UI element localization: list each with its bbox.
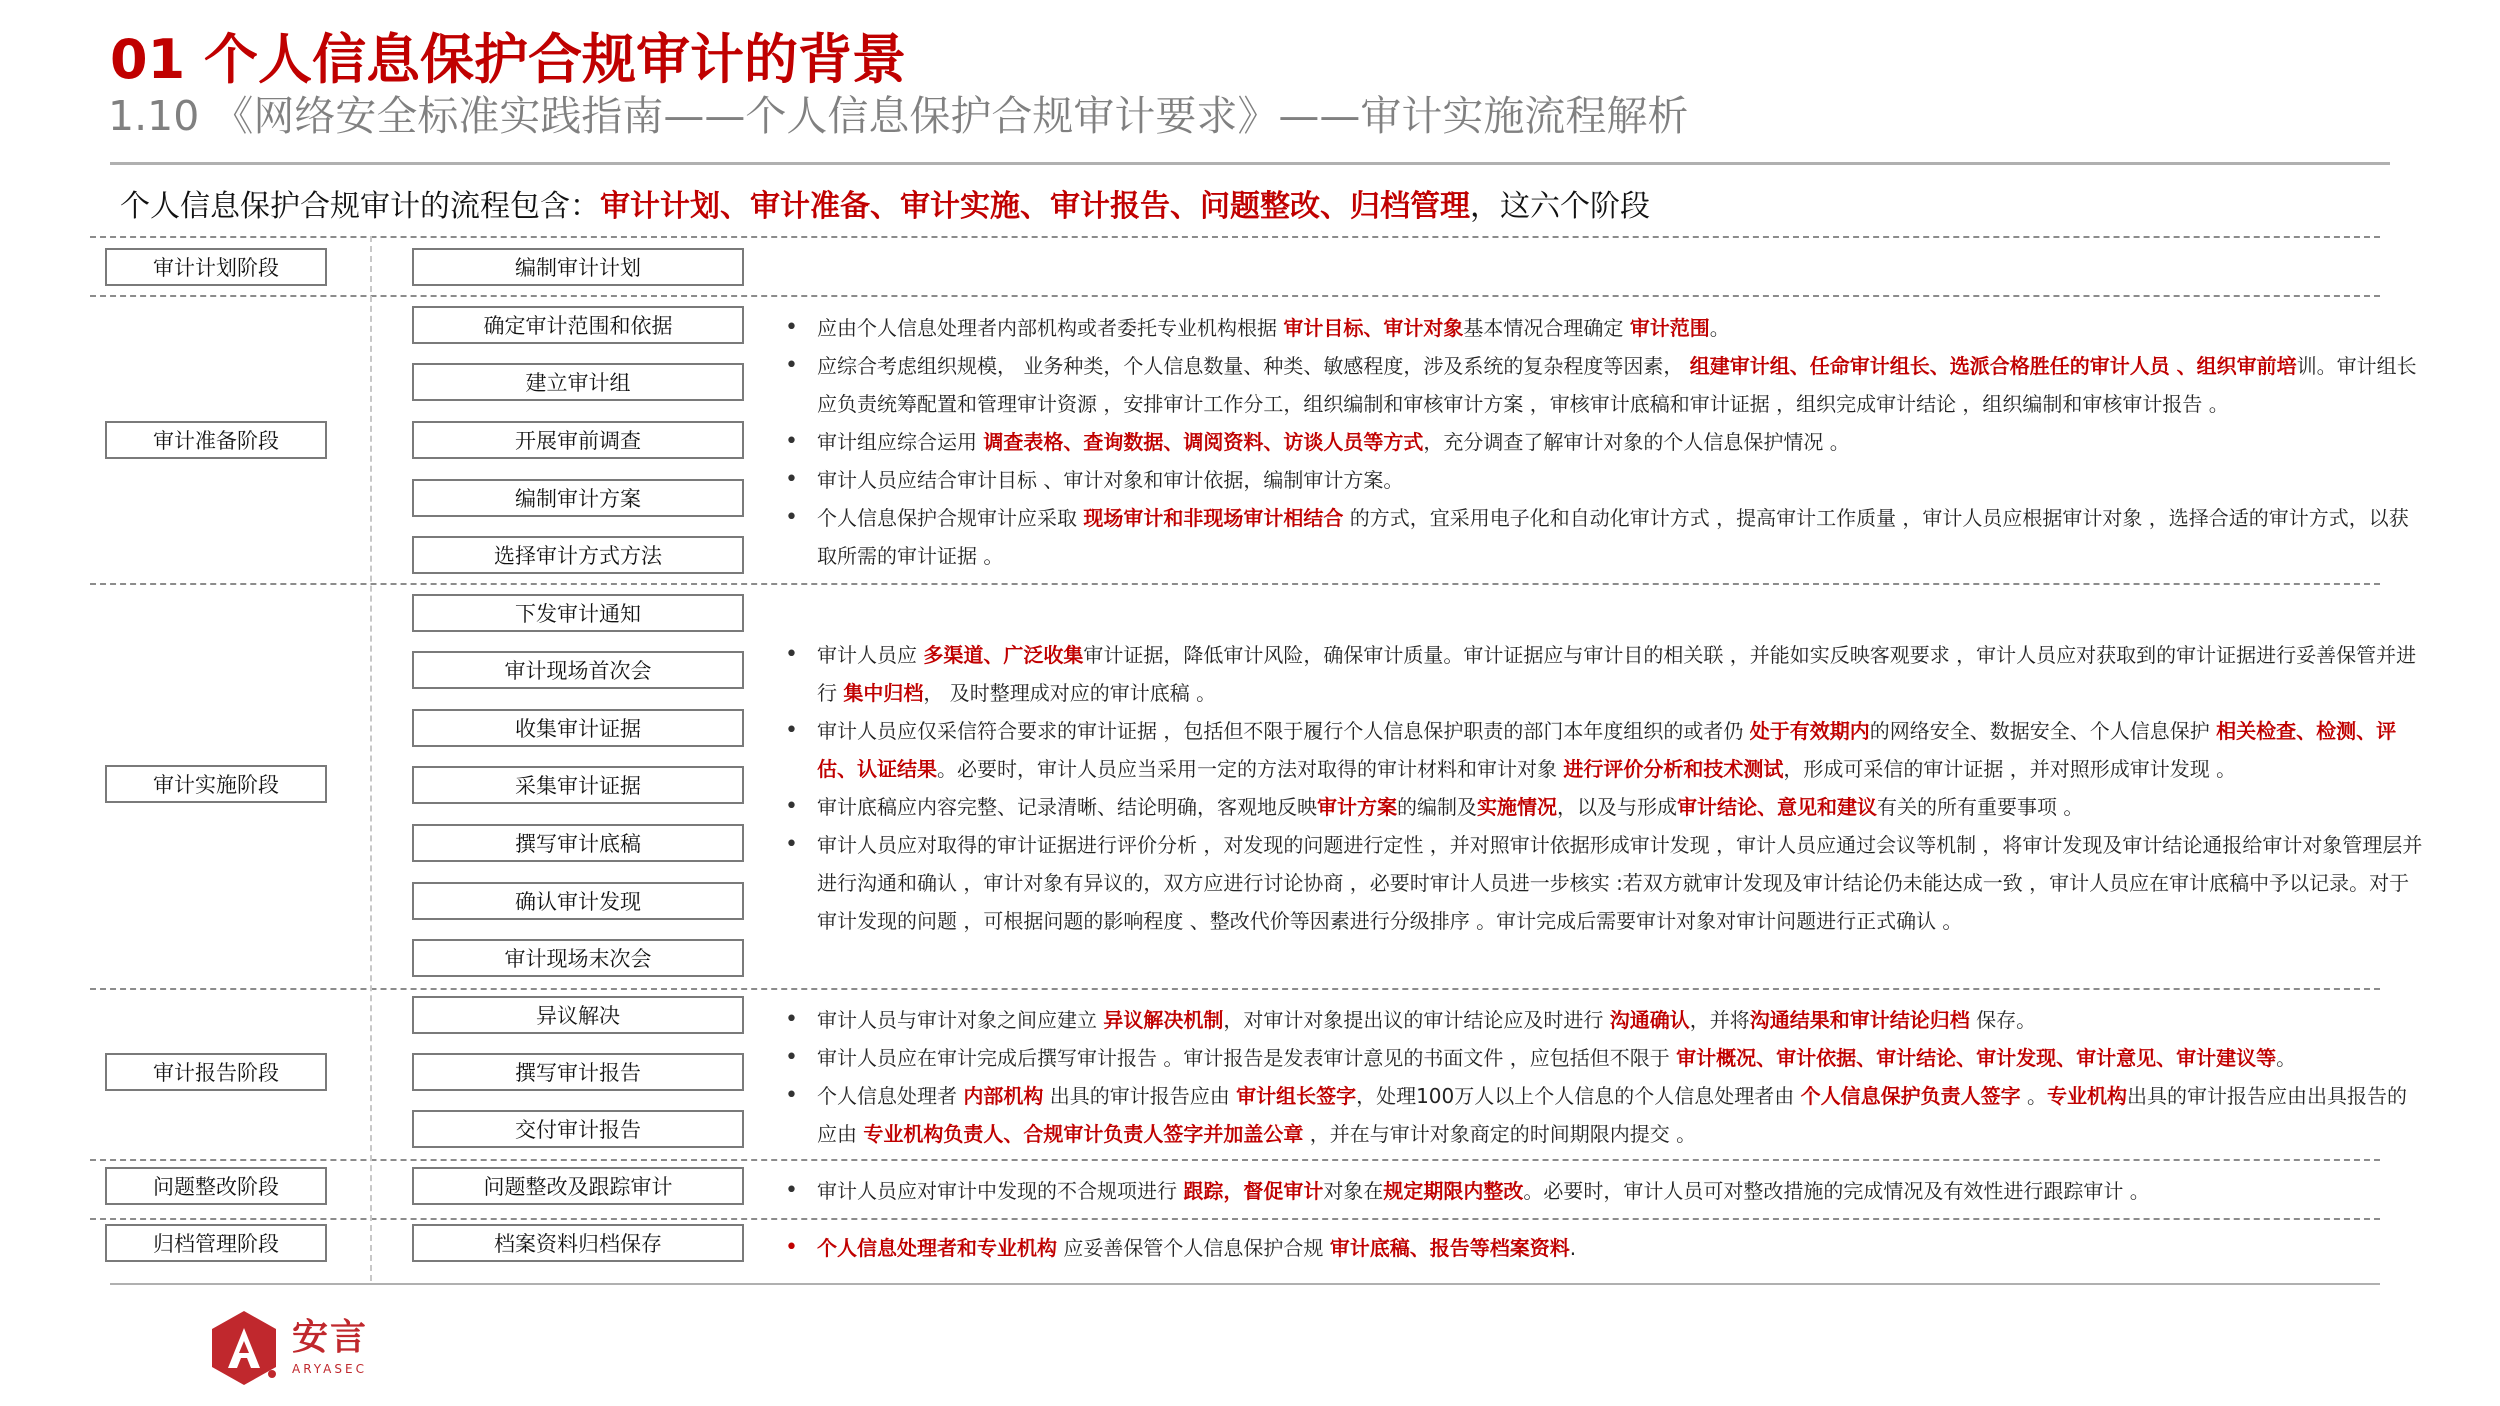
step-box: 审计现场首次会 [412, 651, 744, 689]
body-text: 审计人员应在审计完成后撰写审计报告 。审计报告是发表审计意见的书面文件 ，应包括但不限于 [817, 1046, 1677, 1070]
highlight-text: 组建审计组、任命审计组长、选派合格胜任的审计人员 、组织审前培 [1689, 354, 2297, 378]
rectify-description-list [785, 1172, 2425, 1210]
footer-divider [110, 1283, 2380, 1285]
stage-report: 审计报告阶段 [105, 1053, 327, 1091]
description-item [785, 788, 2425, 826]
body-text: 审计人员应结合审计目标 、审计对象和审计依据，编制审计方案。 [817, 468, 1404, 492]
body-text: 出具的审计报告应由出具报告的应由 [817, 1084, 2407, 1146]
step-box: 编制审计方案 [412, 479, 744, 517]
body-text: 应由个人信息处理者内部机构或者委托专业机构根据 [817, 316, 1284, 340]
body-text: 。必要时，审计人员可对整改措施的完成情况及有效性进行跟踪审计 。 [1523, 1179, 2150, 1203]
brand-logo [204, 1308, 368, 1388]
step-box: 选择审计方式方法 [412, 536, 744, 574]
step-box: 审计现场末次会 [412, 939, 744, 977]
stage-prep: 审计准备阶段 [105, 421, 327, 459]
step-box: 异议解决 [412, 996, 744, 1034]
brand-name-cn: 安言 [292, 1317, 369, 1358]
report-description-list [785, 1001, 2425, 1153]
body-text: 基本情况合理确定 [1463, 316, 1630, 340]
page-subtitle: 1.10 《网络安全标准实践指南——个人信息保护合规审计要求》——审计实施流程解析 [108, 92, 1689, 140]
body-text: 个人信息处理者 [817, 1084, 964, 1108]
body-text: 对象在 [1323, 1179, 1384, 1203]
highlight-text: 专业机构 [2046, 1084, 2127, 1108]
section-separator [90, 1159, 2380, 1161]
step-box: 采集审计证据 [412, 766, 744, 804]
highlight-text: 内部机构 [963, 1084, 1044, 1108]
step-box: 问题整改及跟踪审计 [412, 1167, 744, 1205]
body-text: 的网络安全、数据安全、个人信息保护 [1869, 719, 2217, 743]
description-item [785, 1229, 2425, 1267]
stage-rectify: 问题整改阶段 [105, 1167, 327, 1205]
body-text: 保存。 [1969, 1008, 2037, 1032]
highlight-text: 审计方案 [1317, 795, 1397, 819]
description-item [785, 423, 2425, 461]
highlight-text: 审计范围 [1629, 316, 1710, 340]
highlight-text: 跟踪，督促审计 [1183, 1179, 1324, 1203]
highlight-text: 多渠道、广泛收集 [923, 643, 1084, 667]
brand-name-en: ARYASEC [292, 1362, 367, 1376]
body-text: 审计组应综合运用 [817, 430, 984, 454]
body-text: 。 [2276, 1046, 2297, 1070]
description-item [785, 309, 2425, 347]
step-box: 档案资料归档保存 [412, 1224, 744, 1262]
archive-description-list [785, 1229, 2425, 1267]
body-text: 。 [2020, 1084, 2047, 1108]
highlight-text: 调查表格、查询数据、调阅资料、访谈人员等方式 [983, 430, 1424, 454]
step-box: 确认审计发现 [412, 882, 744, 920]
highlight-text: 审计概况、审计依据、审计结论、审计发现、审计意见、审计建议等 [1676, 1046, 2277, 1070]
body-text: 出具的审计报告应由 [1043, 1084, 1237, 1108]
aryasec-hexagon-logo-icon [204, 1308, 284, 1388]
description-item [785, 1172, 2425, 1210]
body-text: . [1569, 1236, 1577, 1260]
highlight-text: 个人信息处理者和专业机构 [817, 1236, 1057, 1260]
intro-highlight: 审计计划、审计准备、审计实施、审计报告、问题整改、归档管理 [600, 189, 1470, 224]
description-item [785, 499, 2425, 575]
description-item [785, 826, 2425, 940]
description-item [785, 712, 2425, 788]
body-text: ， 及时整理成对应的审计底稿 。 [923, 681, 1217, 705]
section-separator [90, 583, 2380, 585]
page-title: 01 个人信息保护合规审计的背景 [110, 28, 906, 91]
body-text: 有关的所有重要事项 。 [1877, 795, 2084, 819]
stage-archive: 归档管理阶段 [105, 1224, 327, 1262]
description-item [785, 636, 2425, 712]
body-text: 训。审计组长应负责统筹配置和管理审计资源 ，安排审计工作分工，组织编制和审核审计方案 ，审核审计底稿和审计证据 ，组织完成审计结论 ，组织编制和审核审计报告 。 [817, 354, 2417, 416]
highlight-text: 沟通确认 [1609, 1008, 1690, 1032]
body-text: 审计人员应仅采信符合要求的审计证据 ，包括但不限于履行个人信息保护职责的部门本年度组织的或者仍 [817, 719, 1750, 743]
description-item [785, 1077, 2425, 1153]
title-divider [110, 162, 2390, 165]
step-box: 交付审计报告 [412, 1110, 744, 1148]
stage-plan: 审计计划阶段 [105, 248, 327, 286]
intro-sentence [120, 187, 1650, 226]
highlight-text: 处于有效期内 [1749, 719, 1870, 743]
highlight-text: 规定期限内整改 [1383, 1179, 1524, 1203]
intro-prefix: 个人信息保护合规审计的流程包含： [120, 189, 600, 224]
step-box: 确定审计范围和依据 [412, 306, 744, 344]
impl-description-list [785, 636, 2425, 940]
section-separator [90, 988, 2380, 990]
body-text: ，并在与审计对象商定的时间期限内提交 。 [1303, 1122, 1697, 1146]
body-text: ，并将 [1689, 1008, 1750, 1032]
body-text: 审计人员应对审计中发现的不合规项进行 [817, 1179, 1184, 1203]
body-text: ，充分调查了解审计对象的个人信息保护情况 。 [1423, 430, 1850, 454]
highlight-text: 个人信息保护负责人签字 [1800, 1084, 2021, 1108]
body-text: ，对审计对象提出议的审计结论应及时进行 [1223, 1008, 1610, 1032]
body-text: 审计人员应对取得的审计证据进行评价分析 ，对发现的问题进行定性 ，并对照审计依据形成审计发现 ，审计人员应通过会议等机制 ，将审计发现及审计结论通报给审计对象管理层并进行沟通和确认 ，审计对象有异议的，双方应进行讨论协商 ，必要时审计人员进一步核实 :若双方就审计发现及审计结论仍未能达成一致 ，审计人员应在审计底稿中予以记录。对于审计发现的问题 ，可根据问题的影响程度 、整改代价等因素进行分级排序 。审计完成后需要审计对象对审计问题进行正式确认 。 [817, 833, 2423, 933]
description-item [785, 347, 2425, 423]
highlight-text: 审计组长签字 [1236, 1084, 1357, 1108]
section-separator [90, 295, 2380, 297]
description-item [785, 1001, 2425, 1039]
step-box: 撰写审计报告 [412, 1053, 744, 1091]
step-box: 开展审前调查 [412, 421, 744, 459]
step-box: 收集审计证据 [412, 709, 744, 747]
intro-suffix: ，这六个阶段 [1470, 189, 1650, 224]
body-text: ，以及与形成 [1557, 795, 1677, 819]
body-text: 。必要时，审计人员应当采用一定的方法对取得的审计材料和审计对象 [937, 757, 1564, 781]
step-box: 下发审计通知 [412, 594, 744, 632]
highlight-text: 审计结论、意见和建议 [1677, 795, 1877, 819]
highlight-text: 专业机构负责人、合规审计负责人签字并加盖公章 [863, 1122, 1304, 1146]
description-item [785, 461, 2425, 499]
step-box: 编制审计计划 [412, 248, 744, 286]
body-text: 审计人员应 [817, 643, 924, 667]
body-text: 应综合考虑组织规模， 业务种类，个人信息数量、种类、敏感程度，涉及系统的复杂程度等因素， [817, 354, 1690, 378]
body-text: 个人信息保护合规审计应采取 [817, 506, 1084, 530]
body-text: 的方式，宜采用电子化和自动化审计方式 ，提高审计工作质量 ，审计人员应根据审计对象 ，选择合适的审计方式，以获取所需的审计证据 。 [817, 506, 2409, 568]
body-text: 审计人员与审计对象之间应建立 [817, 1008, 1104, 1032]
body-text: ，形成可采信的审计证据 ，并对照形成审计发现 。 [1783, 757, 2237, 781]
body-text: 审计底稿应内容完整、记录清晰、结论明确，客观地反映 [817, 795, 1317, 819]
body-text: ，处理100万人以上个人信息的个人信息处理者由 [1356, 1084, 1801, 1108]
highlight-text: 沟通结果和审计结论归档 [1749, 1008, 1970, 1032]
highlight-text: 实施情况 [1477, 795, 1557, 819]
body-text: 。 [1709, 316, 1730, 340]
body-text: 审计证据，降低审计风险，确保审计质量。审计证据应与审计目的相关联 ，并能如实反映客观要求 ，审计人员应对获取到的审计证据进行妥善保管并进行 [817, 643, 2417, 705]
prep-description-list [785, 309, 2425, 575]
step-box: 撰写审计底稿 [412, 824, 744, 862]
stage-impl: 审计实施阶段 [105, 765, 327, 803]
highlight-text: 审计底稿、报告等档案资料 [1329, 1236, 1570, 1260]
step-box: 建立审计组 [412, 363, 744, 401]
highlight-text: 审计目标、审计对象 [1283, 316, 1464, 340]
highlight-text: 进行评价分析和技术测试 [1563, 757, 1784, 781]
description-item [785, 1039, 2425, 1077]
body-text: 应妥善保管个人信息保护合规 [1057, 1236, 1330, 1260]
highlight-text: 集中归档 [843, 681, 924, 705]
section-separator [90, 1218, 2380, 1220]
highlight-text: 现场审计和非现场审计相结合 [1083, 506, 1344, 530]
section-separator [90, 236, 2380, 238]
highlight-text: 相关检查、检测、评估、认证结果 [817, 719, 2397, 781]
highlight-text: 异议解决机制 [1103, 1008, 1224, 1032]
column-divider [370, 236, 372, 1281]
body-text: 的编制及 [1397, 795, 1477, 819]
